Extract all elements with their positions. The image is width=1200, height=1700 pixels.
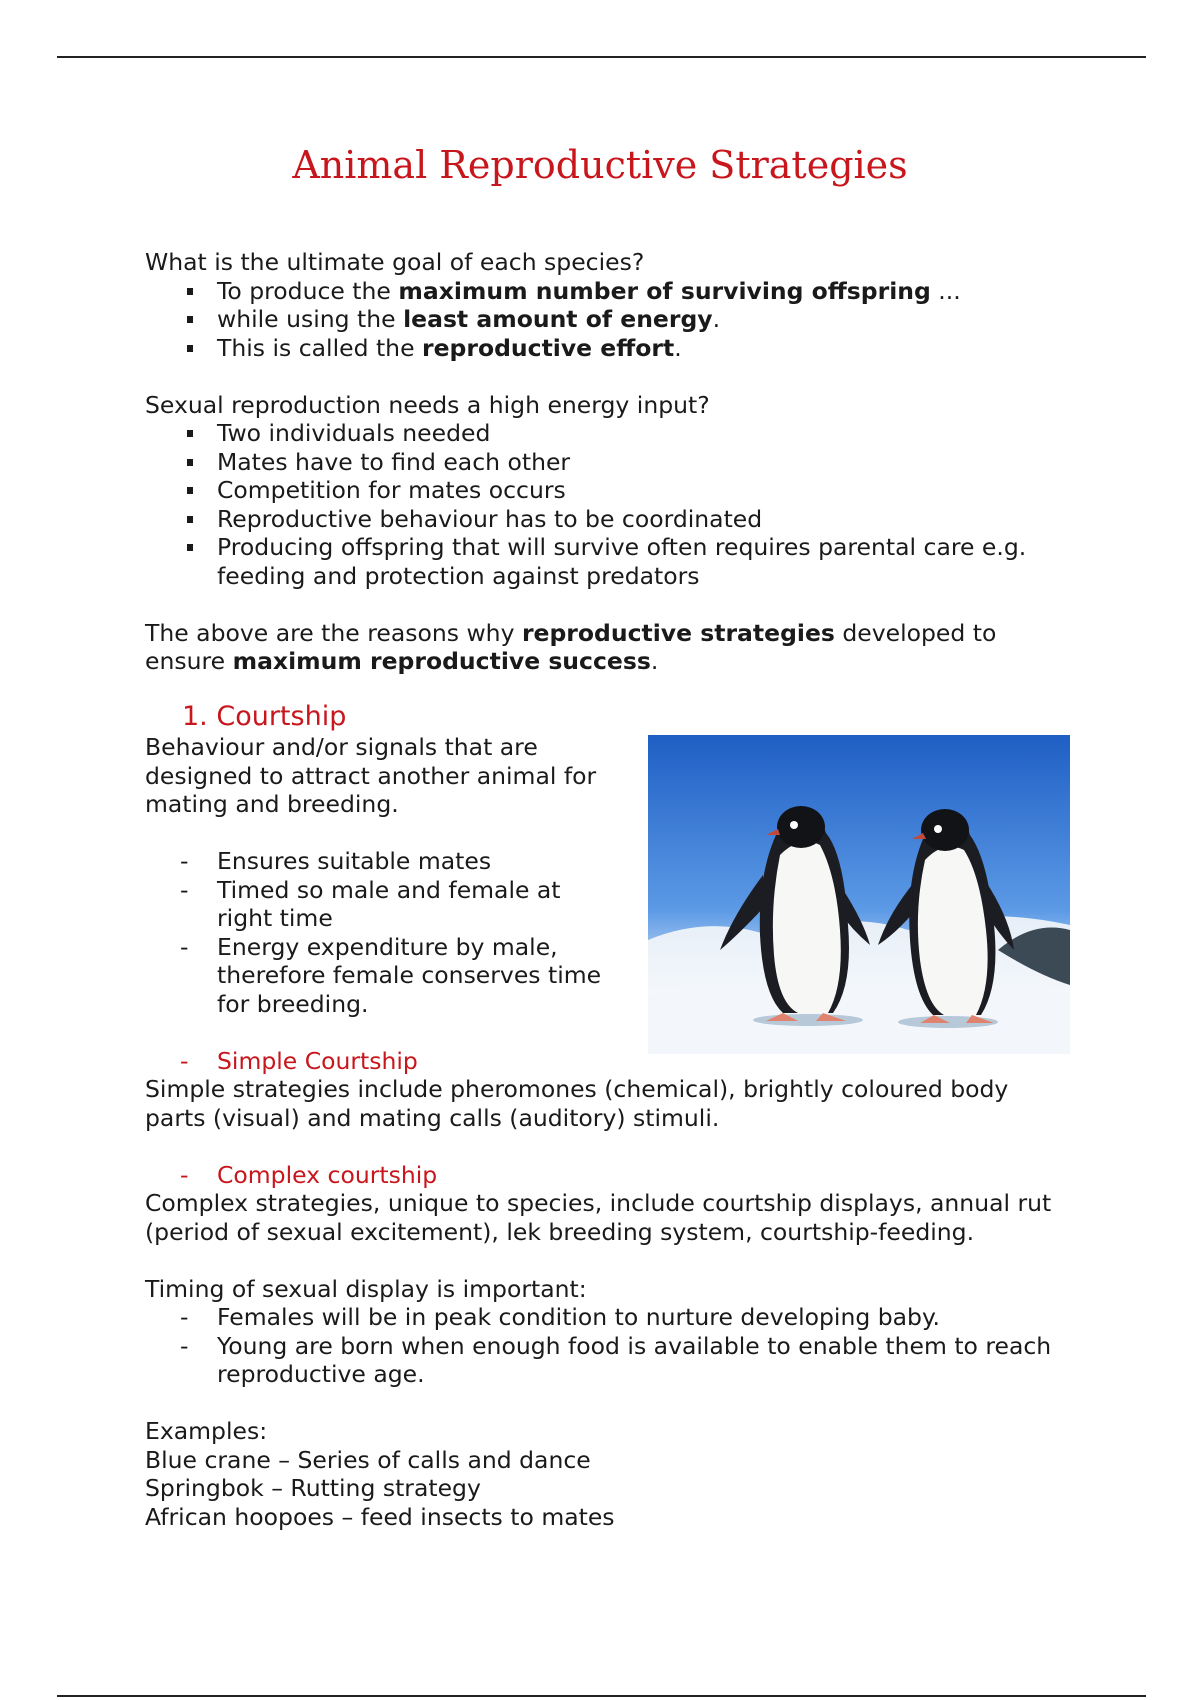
list-item: - Young are born when enough food is available to enable them to reach reproductive age. (217, 1332, 1075, 1389)
list-item: Producing offspring that will survive often requires parental care e.g. feeding and protection against predators (217, 533, 1075, 590)
timing-intro: Timing of sexual display is important: (145, 1274, 587, 1303)
list-item: Mates have to find each other (217, 448, 1075, 477)
complex-courtship-heading-list (145, 1161, 1075, 1190)
goal-section (145, 248, 1075, 676)
penguins-illustration (648, 735, 1070, 1054)
complex-courtship-heading: - Complex courtship (217, 1161, 1075, 1190)
example-item: Springbok – Rutting strategy (145, 1474, 481, 1502)
example-item: African hoopoes – feed insects to mates (145, 1502, 615, 1531)
list-item: Competition for mates occurs (217, 476, 1075, 505)
courtship-points (145, 847, 615, 1018)
list-item: Reproductive behaviour has to be coordinated (217, 505, 1075, 534)
penguins-photo (648, 735, 1070, 1054)
complex-courtship-text: Complex strategies, unique to species, include courtship displays, annual rut (period of sexual excitement), lek breeding system, courtship-feeding. (145, 1189, 1052, 1246)
list-item: - Ensures suitable mates (217, 847, 615, 876)
bottom-rule (57, 1695, 1146, 1697)
courtship-heading: 1. Courtship (182, 701, 347, 732)
simple-courtship-text: Simple strategies include pheromones (chemical), brightly coloured body parts (visual) and mating calls (auditory) stimuli. (145, 1075, 1009, 1132)
goal-list (145, 277, 1075, 363)
list-item: - Energy expenditure by male, therefore female conserves time for breeding. (217, 933, 615, 1019)
simple-courtship-heading: - Simple Courtship (217, 1047, 1075, 1076)
example-item: Blue crane – Series of calls and dance (145, 1445, 591, 1474)
list-item: This is called the reproductive effort. (217, 334, 1075, 363)
energy-list (145, 419, 1075, 590)
courtship-definition: Behaviour and/or signals that are designed to attract another animal for mating and breeding. (145, 733, 597, 818)
list-item: while using the least amount of energy. (217, 305, 1075, 334)
energy-question: Sexual reproduction needs a high energy input? (145, 390, 710, 419)
list-item: - Timed so male and female at right time (217, 876, 615, 933)
goal-question: What is the ultimate goal of each species? (145, 248, 645, 276)
list-item: Two individuals needed (217, 419, 1075, 448)
list-item: - Females will be in peak condition to nurture developing baby. (217, 1303, 1075, 1332)
examples-label: Examples: (145, 1417, 268, 1445)
list-item: To produce the maximum number of surviving offspring ... (217, 277, 1075, 306)
page-title: Animal Reproductive Strategies (292, 143, 908, 187)
timing-list (145, 1303, 1075, 1389)
top-rule (57, 56, 1146, 58)
reasons-paragraph: The above are the reasons why reproductive strategies developed to ensure maximum reproductive success. (145, 618, 997, 675)
